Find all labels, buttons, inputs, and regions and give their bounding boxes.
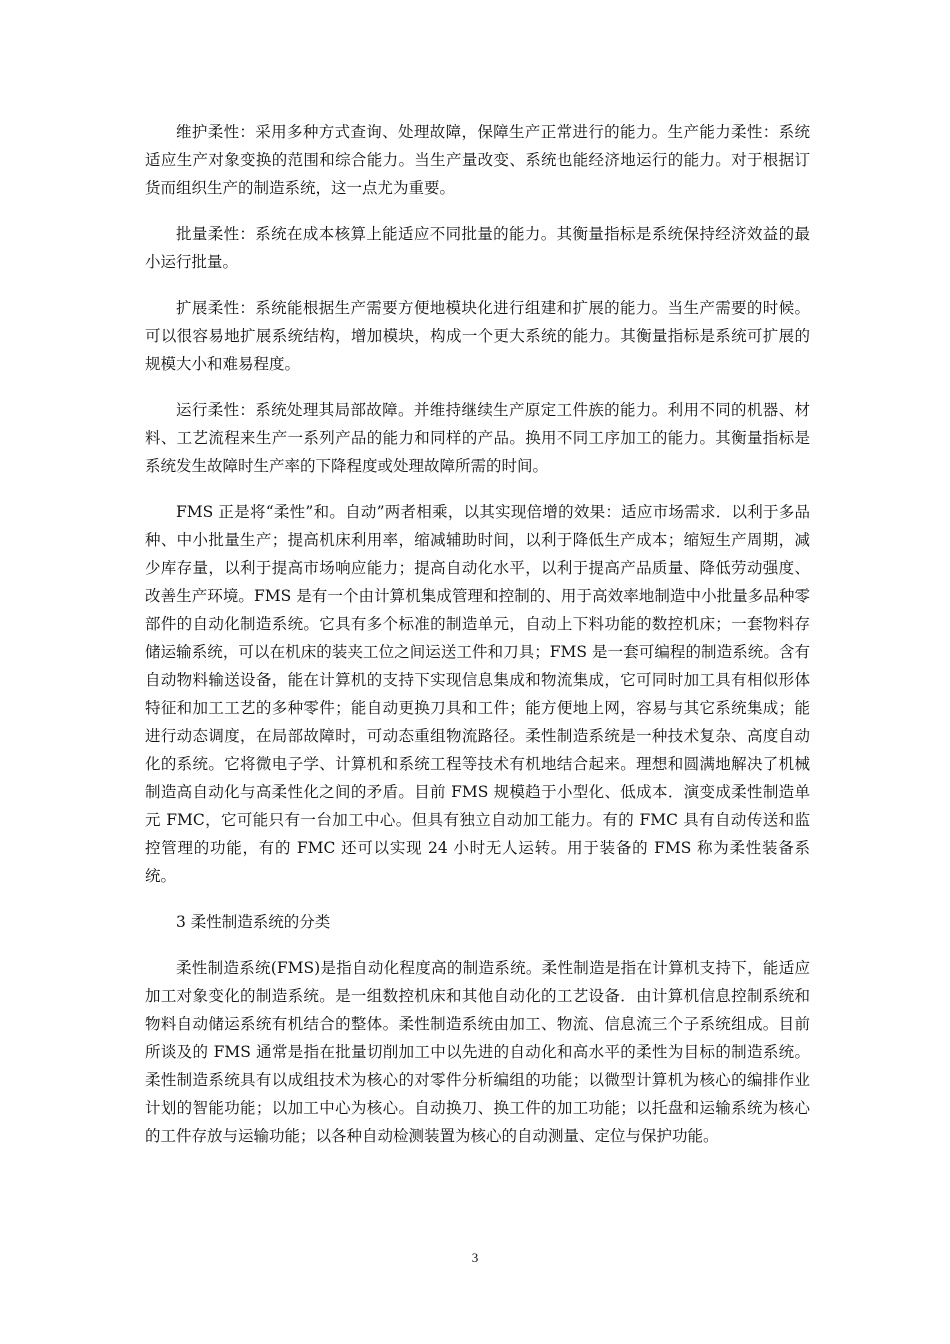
- section-heading: 3 柔性制造系统的分类: [176, 913, 331, 931]
- paragraph-maintenance-flexibility: 维护柔性：采用多种方式查询、处理故障，保障生产正常进行的能力。生产能力柔性：系统适应生产对象变换的范围和综合能力。当生产量改变、系统也能经济地运行的能力。对于根据订货而组织生产的制造系统，这一点尤为重要。: [145, 123, 810, 197]
- paragraph-operation-flexibility: 运行柔性：系统处理其局部故障。并维持继续生产原定工件族的能力。利用不同的机器、材料、工艺流程来生产一系列产品的能力和同样的产品。换用不同工序加工的能力。其衡量指标是系统发生故障时生产率的下降程度或处理故障所需的时间。: [145, 401, 810, 475]
- paragraph-batch-flexibility: 批量柔性：系统在成本核算上能适应不同批量的能力。其衡量指标是系统保持经济效益的最小运行批量。: [145, 225, 810, 271]
- page-number: 3: [471, 1250, 479, 1265]
- paragraph-expansion-flexibility: 扩展柔性：系统能根据生产需要方便地模块化进行组建和扩展的能力。当生产需要的时候。可以很容易地扩展系统结构，增加模块，构成一个更大系统的能力。其衡量指标是系统可扩展的规模大小和难易程度。: [145, 299, 810, 373]
- paragraph-fms-overview: FMS 正是将“柔性”和。自动”两者相乘，以其实现倍增的效果：适应市场需求．以利于多品种、中小批量生产；提高机床利用率，缩减辅助时间，以利于降低生产成本；缩短生产周期，减少库存量，以利于提高市场响应能力；提高自动化水平，以利于提高产品质量、降低劳动强度、改善生产环境。FMS 是有一个由计算机集成管理和控制的、用于高效率地制造中小批量多品种零部件的自动化制造系统。它具有多个标准的制造单元，自动上下料功能的数控机床；一套物料存储运输系统，可以在机床的装夹工位之间运送工件和刀具；FMS 是一套可编程的制造系统。含有自动物料输送设备，能在计算机的支持下实现信息集成和物流集成，它可同时加工具有相似形体特征和加工工艺的多种零件；能自动更换刀具和工件；能方便地上网，容易与其它系统集成；能进行动态调度，在局部故障时，可动态重组物流路径。柔性制造系统是一种技术复杂、高度自动化的系统。它将微电子学、计算机和系统工程等技术有机地结合起来。理想和圆满地解决了机械制造高自动化与高柔性化之间的矛盾。目前 FMS 规模趋于小型化、低成本．演变成柔性制造单元 FMC，它可能只有一台加工中心。但具有独立自动加工能力。有的 FMC 具有自动传送和监控管理的功能，有的 FMC 还可以实现 24 小时无人运转。用于装备的 FMS 称为柔性装备系统。: [145, 503, 810, 885]
- paragraph-fms-classification: 柔性制造系统(FMS)是指自动化程度高的制造系统。柔性制造是指在计算机支持下，能适应加工对象变化的制造系统。是一组数控机床和其他自动化的工艺设备．由计算机信息控制系统和物料自动储运系统有机结合的整体。柔性制造系统由加工、物流、信息流三个子系统组成。目前所谈及的 FMS 通常是指在批量切削加工中以先进的自动化和高水平的柔性为目标的制造系统。柔性制造系统具有以成组技术为核心的对零件分析编组的功能；以微型计算机为核心的编排作业计划的智能功能；以加工中心为核心。自动换刀、换工件的加工功能；以托盘和运输系统为核心的工件存放与运输功能；以各种自动检测装置为核心的自动测量、定位与保护功能。: [145, 959, 810, 1145]
- document-body: [145, 118, 810, 1168]
